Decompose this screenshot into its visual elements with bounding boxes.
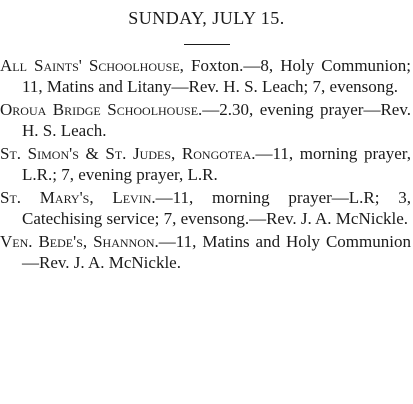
service-entry-levin [0,187,411,229]
service-entry-foxton [0,55,411,97]
service-details: Foxton.—8, Holy Communion; 11, Matins and Litany—Rev. H. S. Leach; 7, evensong. [22,56,411,96]
church-name: All Saints' Schoolhouse, [0,56,184,75]
service-entry-rongotea [0,143,411,185]
church-name: Ven. Bede's, Shannon. [0,232,159,251]
service-entry-shannon [0,231,411,273]
service-details: —11, Matins and Holy Communion—Rev. J. A. McNickle. [22,232,411,272]
service-details: —11, morning prayer—L.R; 3, Catechising service; 7, evensong.—Rev. J. A. McNickle. [22,188,411,228]
service-list [0,55,411,275]
service-details: —11, morning prayer, L.R.; 7, evening prayer, L.R. [22,144,411,184]
service-details: —2.30, evening prayer—Rev. H. S. Leach. [22,100,411,140]
church-name: Oroua Bridge Schoolhouse. [0,100,203,119]
heading-rule [184,44,230,45]
church-name: St. Mary's, Levin. [0,188,156,207]
church-name: St. Simon's & St. Judes, Rongotea. [0,144,256,163]
service-entry-oroua-bridge [0,99,411,141]
section-heading: SUNDAY, JULY 15. [128,8,285,28]
